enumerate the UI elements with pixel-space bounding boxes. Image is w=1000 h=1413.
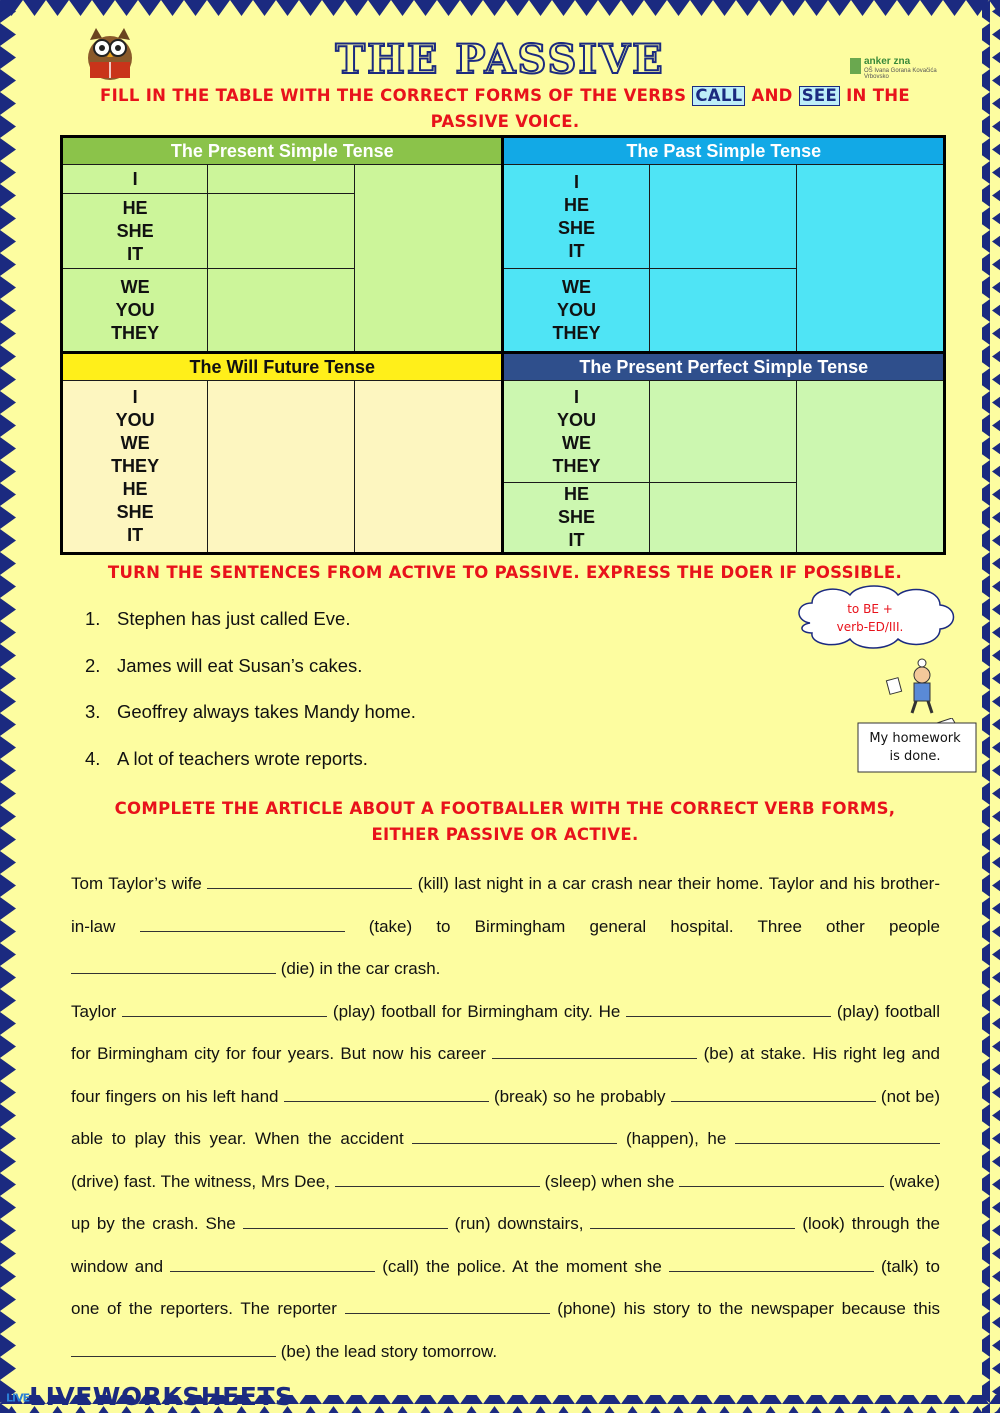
owl-reading-icon: [76, 24, 144, 82]
badge-logo-icon: [850, 58, 861, 74]
header-past-simple: The Past Simple Tense: [503, 137, 945, 165]
badge-sub-text: OŠ Ivana Gorana Kovačića Vrbovsko: [864, 68, 937, 80]
instruction-and: AND: [751, 86, 793, 105]
pp-pronoun-plural: I YOU WE THEY: [503, 381, 649, 483]
sentences-instruction: TURN THE SENTENCES FROM ACTIVE TO PASSIVE. EXPRESS THE DOER IF POSSIBLE.: [107, 563, 903, 582]
blank-8[interactable]: [671, 1085, 876, 1102]
blank-2[interactable]: [140, 915, 345, 932]
ps-answer-i[interactable]: [208, 165, 355, 194]
past-pronoun-we-you-they: WE YOU THEY: [503, 269, 649, 353]
badge-main-text: anker zna: [864, 56, 911, 67]
instruction-text: FILL IN THE TABLE WITH THE CORRECT FORMS OF THE VERBS: [100, 86, 687, 105]
blank-17[interactable]: [345, 1297, 550, 1314]
blank-7[interactable]: [284, 1085, 489, 1102]
logo-prefix: LIVE: [6, 1391, 30, 1405]
cloud-text: to BE + verb-ED/III.: [836, 602, 904, 634]
blank-6[interactable]: [492, 1042, 697, 1059]
blank-14[interactable]: [590, 1212, 795, 1229]
past-answer-plural[interactable]: [649, 269, 796, 353]
past-answer-singular[interactable]: [649, 165, 796, 269]
header-present-perfect: The Present Perfect Simple Tense: [503, 353, 945, 381]
blank-16[interactable]: [669, 1255, 874, 1272]
article-paragraph-1: Tom Taylor’s wife (kill) last night in a car crash near their home. Taylor and his brother-in-law (take) to Birmingham general hospital. Three other people (die) in the car crash.: [71, 874, 940, 978]
ps-pronoun-we-you-they: WE YOU THEY: [62, 269, 208, 353]
blank-12[interactable]: [679, 1170, 884, 1187]
student-figure-icon: [880, 655, 940, 715]
ps-answer-he[interactable]: [208, 194, 355, 269]
past-pronoun-i-he-she-it: I HE SHE IT: [503, 165, 649, 269]
list-item: 3. Geoffrey always takes Mandy home.: [85, 701, 416, 722]
verb-see: SEE: [799, 86, 840, 106]
ps-pronoun-i: I: [62, 165, 208, 194]
blank-18[interactable]: [71, 1340, 276, 1357]
list-item: 2. James will eat Susan’s cakes.: [85, 654, 363, 676]
logo-brand: LIVEWORKSHEETS: [29, 1382, 294, 1411]
school-badge: [850, 56, 942, 78]
blank-15[interactable]: [170, 1255, 375, 1272]
past-answer-see[interactable]: [796, 165, 944, 353]
article-instruction-line2: EITHER PASSIVE OR ACTIVE.: [371, 825, 639, 844]
ps-answer-see[interactable]: [355, 165, 503, 353]
blank-1[interactable]: [207, 872, 412, 889]
pp-answer-plural[interactable]: [649, 381, 796, 483]
article-instruction-line1: COMPLETE THE ARTICLE ABOUT A FOOTBALLER WITH THE CORRECT VERB FORMS,: [114, 799, 896, 818]
page-title: THE PASSIVE: [335, 36, 665, 83]
table-instruction-line2: PASSIVE VOICE.: [430, 112, 580, 131]
instruction-text-post: IN THE: [846, 86, 910, 105]
pp-pronoun-he-she-it: HE SHE IT: [503, 483, 649, 554]
blank-5[interactable]: [626, 1000, 831, 1017]
will-answer-see[interactable]: [355, 381, 503, 554]
list-item: 1. Stephen has just called Eve.: [85, 608, 351, 629]
note-text: My homework is done.: [869, 731, 961, 764]
will-answer-call[interactable]: [208, 381, 355, 554]
article-paragraph-2: Taylor (play) football for Birmingham city. He (play) football for Birmingham city for four years. But now his career (be) at stake. His right leg and four fingers on his left hand (break) so he probably (not be) able to play this year. When the accident (happen), he (drive) fast. The witness, Mrs Dee, (sleep) when she (wake) up by the crash. She (run) downstairs, (look) through the window and (call) the police. At the moment she (talk) to one of the reporters. The reporter (phone) his story to the newspaper because this (be) the lead story tomorrow.: [71, 1001, 940, 1361]
liveworksheets-logo[interactable]: [6, 1382, 293, 1411]
pp-answer-singular[interactable]: [649, 483, 796, 554]
header-will-future: The Will Future Tense: [62, 353, 503, 381]
verb-call: CALL: [692, 86, 745, 106]
blank-3[interactable]: [71, 957, 276, 974]
table-instruction: [70, 86, 940, 106]
pp-answer-see[interactable]: [796, 381, 944, 554]
tense-table: [60, 135, 946, 555]
blank-13[interactable]: [243, 1212, 448, 1229]
list-item: 4. A lot of teachers wrote reports.: [85, 747, 368, 769]
ps-pronoun-he-she-it: HE SHE IT: [62, 194, 208, 269]
sentence-list: [85, 608, 416, 794]
header-present-simple: The Present Simple Tense: [62, 137, 503, 165]
blank-10[interactable]: [735, 1127, 940, 1144]
will-pronouns: I YOU WE THEY HE SHE IT: [62, 381, 208, 554]
blank-4[interactable]: [122, 1000, 327, 1017]
ps-answer-we[interactable]: [208, 269, 355, 353]
article-text: [71, 863, 940, 1373]
blank-9[interactable]: [412, 1127, 617, 1144]
blank-11[interactable]: [335, 1170, 540, 1187]
